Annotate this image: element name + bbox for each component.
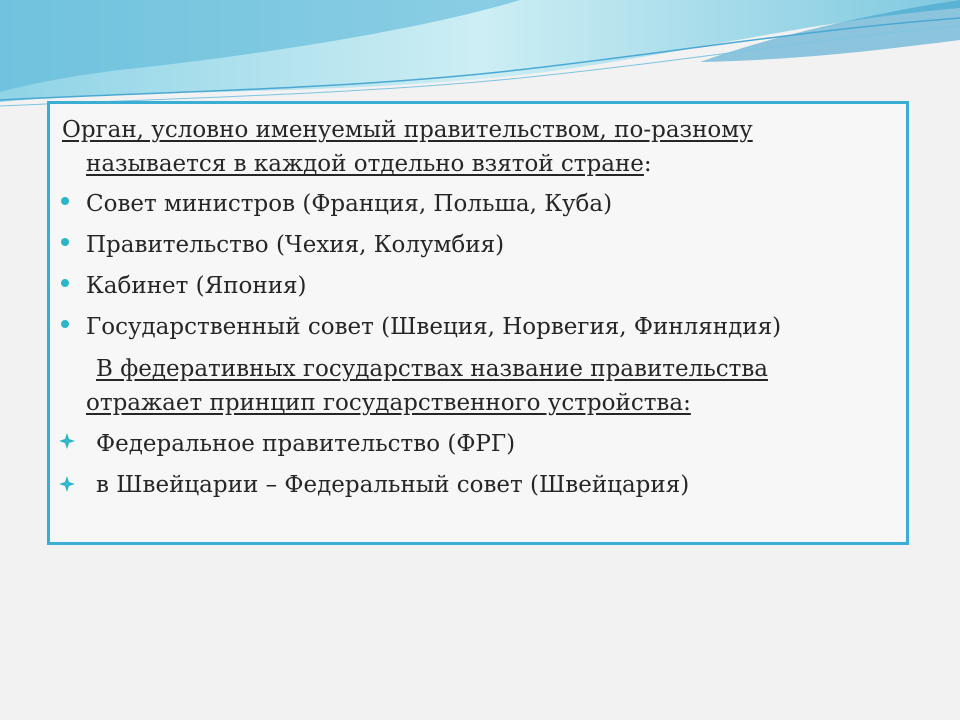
federal-intro-line-1: В федеративных государствах название правительства [96, 356, 769, 382]
dot-bullet-icon [61, 197, 69, 205]
list-item: Кабинет (Япония) [86, 273, 307, 299]
dot-bullet-icon [61, 320, 69, 328]
federal-intro-line-2: отражает принцип государственного устройства: [86, 390, 691, 416]
list-item: в Швейцарии – Федеральный совет (Швейцария) [96, 472, 690, 498]
intro-line-2: называется в каждой отдельно взятой стране: [86, 151, 652, 177]
diamond-bullet-icon [58, 432, 76, 450]
intro-line-1: Орган, условно именуемый правительством, по-разному [62, 117, 753, 143]
diamond-bullet-icon [58, 475, 76, 493]
list-item: Федеральное правительство (ФРГ) [96, 431, 516, 457]
dot-bullet-icon [61, 238, 69, 246]
list-item: Совет министров (Франция, Польша, Куба) [86, 191, 613, 217]
list-item: Государственный совет (Швеция, Норвегия, Финляндия) [86, 314, 782, 340]
dot-bullet-icon [61, 279, 69, 287]
list-item: Правительство (Чехия, Колумбия) [86, 232, 505, 258]
